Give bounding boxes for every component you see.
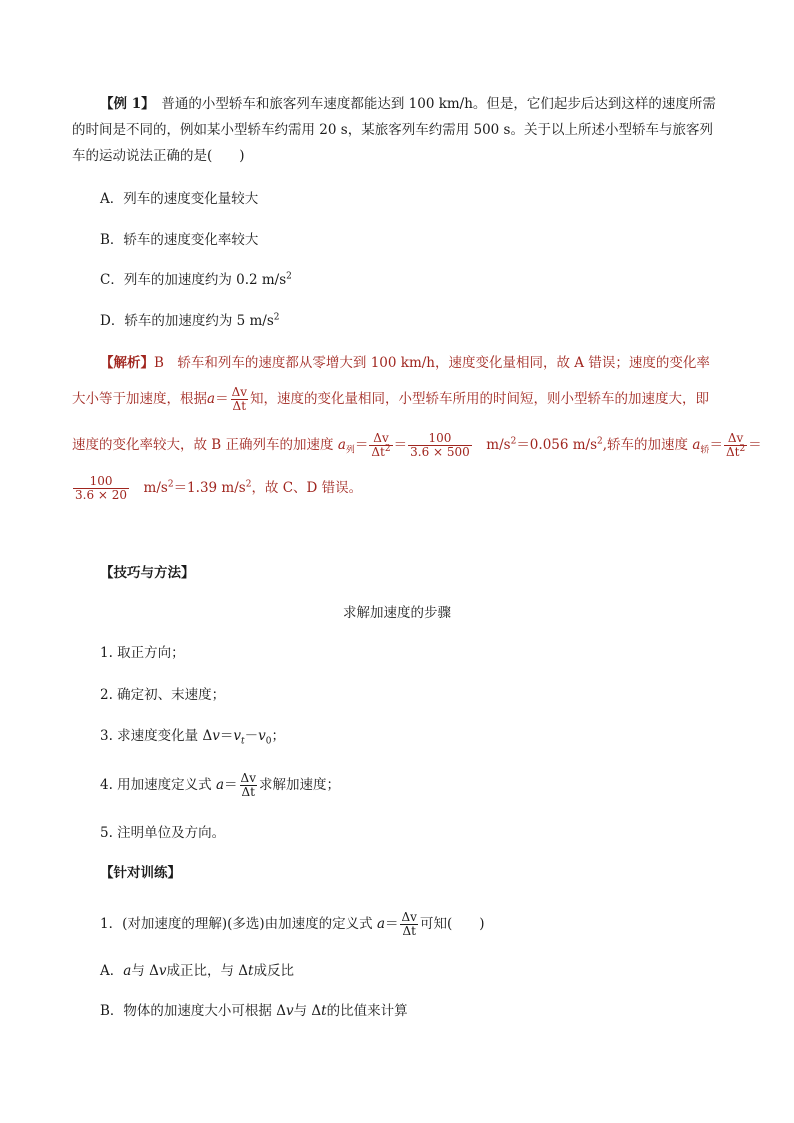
analysis-line-1: 【解析】B 轿车和列车的速度都从零增大到 100 km/h，速度变化量相同，故 A 错误；速度的变化率 [100,355,710,371]
method-title: 【技巧与方法】 [100,565,195,581]
fraction-train-dv-dt: $\frac{\Delta v}{\Delta t^2}$ [371,431,391,459]
option-d: D．轿车的加速度约为 5 $m/s^2$ [100,312,280,329]
method-step-2: 2. 确定初、末速度； [100,687,226,703]
fraction-question: $\frac{\Delta v}{\Delta t}$ [401,910,417,938]
method-step-5: 5. 注明单位及方向。 [100,825,226,841]
method-step-4: 4. 用加速度定义式 a＝ $\frac{\Delta v}{\Delta t}$ 求解加速度； [100,771,340,799]
fraction-dv-dt: $\frac{\Delta v}{\Delta t}$ [231,385,248,413]
fraction-train-value: $\frac{100}{3.6 \times 500}$ [410,431,470,459]
option-b: B．轿车的速度变化率较大 [100,232,259,248]
example-text-3: 车的运动说法正确的是( ) [72,148,245,164]
analysis-tag: 【解析】 [100,355,154,371]
practice-option-b: B．物体的加速度大小可根据 Δv与 Δt的比值来计算 [100,1003,408,1019]
method-heading: 求解加速度的步骤 [343,605,451,621]
fraction-car-dv-dt: $\frac{\Delta v}{\Delta t^2}$ [725,431,746,459]
example-text-1: 普通的小型轿车和旅客列车速度都能达到 100 km/h。但是，它们起步后达到这样的速度所需 [161,96,716,112]
option-a: A．列车的速度变化量较大 [100,191,259,207]
example-line-2 [72,120,713,140]
option-c: C．列车的加速度约为 0.2 $m/s^2$ [100,271,292,288]
fraction-car-value: $\frac{100}{3.6 \times 20}$ [75,474,128,502]
fraction-definition: $\frac{\Delta v}{\Delta t}$ [240,771,256,799]
analysis-line-2: 大小等于加速度，根据a＝ $\frac{\Delta v}{\Delta t}$ 知，速度的变化量相同，小型轿车所用的时间短，则小型轿车的加速度大，即 [72,385,710,413]
practice-title: 【针对训练】 [100,865,181,881]
example-tag: 【例 1】 [100,96,148,112]
example-line-3 [72,146,245,166]
method-step-3: 3. 求速度变化量 $\Delta v=v_t-v_0$； [100,728,285,747]
example-text-2: 的时间是不同的，例如某小型轿车约需用 20 s，某旅客列车约需用 500 s。关于以上所述小型轿车与旅客列 [72,122,713,138]
method-step-1: 1. 取正方向； [100,645,185,661]
analysis-line-3: 速度的变化率较大，故 B 正确列车的加速度 $a_列=$ $\frac{\Delta v}{\Delta t^2}$ ＝ $\frac{100}{3.6 \times 500}$ $m/s^2=0.056$ $m/s^2$,轿车的加速度 $a_轿=$ $\frac{\Delta v}{\Delta t^2}$ ＝ [72,431,762,459]
practice-question-1: 1．(对加速度的理解)(多选)由加速度的定义式 a＝ $\frac{\Delta v}{\Delta t}$ 可知( ) [100,910,485,938]
example-line-1 [100,94,716,114]
analysis-line-4: $\frac{100}{3.6 \times 20}$ $m/s^2=1.39$ $m/s^2$，故 C、D 错误。 [75,474,363,502]
practice-option-a: A．a与 Δv成正比，与 Δt成反比 [100,963,294,979]
